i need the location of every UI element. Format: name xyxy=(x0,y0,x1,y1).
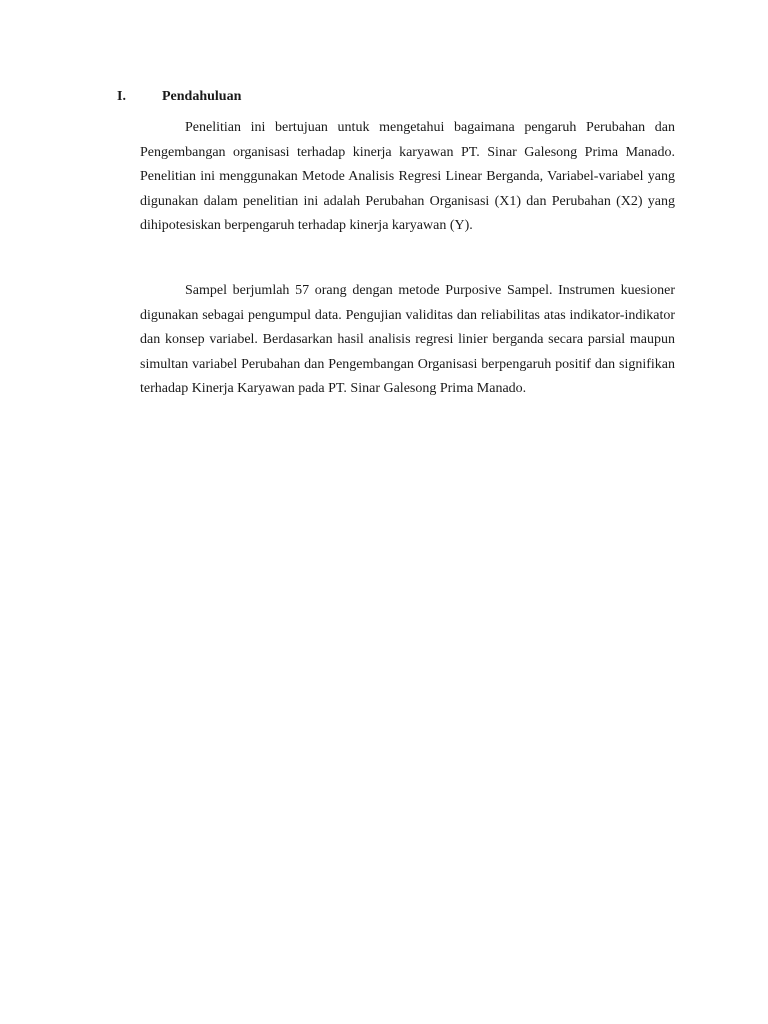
paragraph-sample: Sampel berjumlah 57 orang dengan metode Purposive Sampel. Instrumen kuesioner digunakan sebagai pengumpul data. Pengujian validitas dan reliabilitas atas indikator-indikator dan konsep variabel. Berdasarkan hasil analisis regresi linier berganda secara parsial maupun simultan variabel Perubahan dan Pengembangan Organisasi berpengaruh positif dan signifikan terhadap Kinerja Karyawan pada PT. Sinar Galesong Prima Manado. xyxy=(140,283,675,396)
section-number: I. xyxy=(117,89,126,104)
section-title: Pendahuluan xyxy=(162,89,242,104)
paragraph-intro: Penelitian ini bertujuan untuk mengetahui bagaimana pengaruh Perubahan dan Pengembangan organisasi terhadap kinerja karyawan PT. Sinar Galesong Prima Manado. Penelitian ini menggunakan Metode Analisis Regresi Linear Berganda, Variabel-variabel yang digunakan dalam penelitian ini adalah Perubahan Organisasi (X1) dan Perubahan (X2) yang dihipotesiskan berpengaruh terhadap kinerja karyawan (Y). xyxy=(140,120,675,233)
section-heading xyxy=(117,86,677,108)
